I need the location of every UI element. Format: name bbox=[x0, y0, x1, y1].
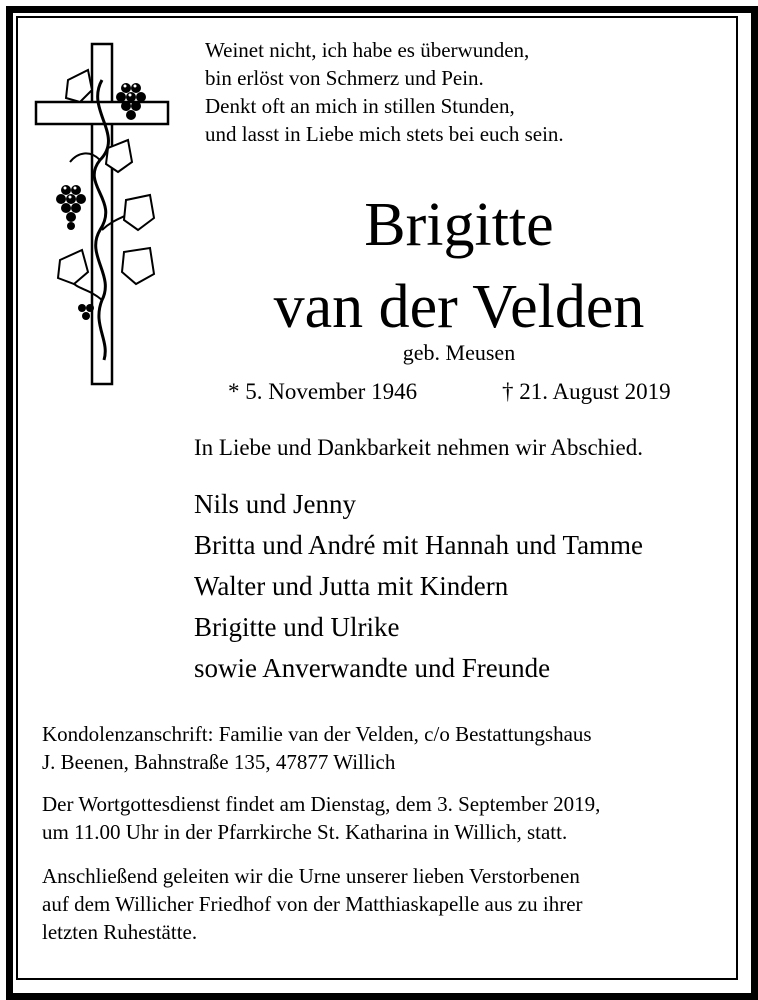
poem-line: Weinet nicht, ich habe es überwunden, bbox=[205, 38, 530, 62]
deceased-first-name: Brigitte bbox=[364, 191, 554, 259]
family-member: Britta und André mit Hannah und Tamme bbox=[194, 530, 644, 560]
poem-line: und lasst in Liebe mich stets bei euch sein. bbox=[205, 122, 564, 146]
birth-date: * 5. November 1946 bbox=[228, 379, 418, 404]
condolence-address bbox=[42, 720, 592, 776]
death-date: † 21. August 2019 bbox=[502, 379, 671, 404]
deceased-last-name: van der Velden bbox=[273, 273, 645, 341]
service-info bbox=[42, 790, 600, 846]
poem bbox=[205, 36, 564, 148]
service-line: um 11.00 Uhr in der Pfarrkirche St. Katharina in Willich, statt. bbox=[42, 820, 568, 844]
family-member: sowie Anverwandte und Freunde bbox=[194, 653, 551, 683]
burial-line: auf dem Willicher Friedhof von der Matthiaskapelle aus zu ihrer bbox=[42, 892, 583, 916]
farewell-text: In Liebe und Dankbarkeit nehmen wir Abschied. bbox=[194, 435, 644, 460]
family-member: Nils und Jenny bbox=[194, 489, 356, 519]
family-list bbox=[194, 484, 643, 689]
family-member: Walter und Jutta mit Kindern bbox=[194, 571, 509, 601]
poem-line: bin erlöst von Schmerz und Pein. bbox=[205, 66, 484, 90]
family-member: Brigitte und Ulrike bbox=[194, 612, 400, 642]
poem-line: Denkt oft an mich in stillen Stunden, bbox=[205, 94, 515, 118]
burial-line: Anschließend geleiten wir die Urne unserer lieben Verstorbenen bbox=[42, 864, 580, 888]
maiden-name: geb. Meusen bbox=[402, 340, 516, 365]
service-line: Der Wortgottesdienst findet am Dienstag, dem 3. September 2019, bbox=[42, 792, 601, 816]
condolence-line: Kondolenzanschrift: Familie van der Velden, c/o Bestattungshaus bbox=[42, 722, 592, 746]
condolence-line: J. Beenen, Bahnstraße 135, 47877 Willich bbox=[42, 750, 396, 774]
burial-line: letzten Ruhestätte. bbox=[42, 920, 198, 944]
burial-info bbox=[42, 862, 583, 946]
